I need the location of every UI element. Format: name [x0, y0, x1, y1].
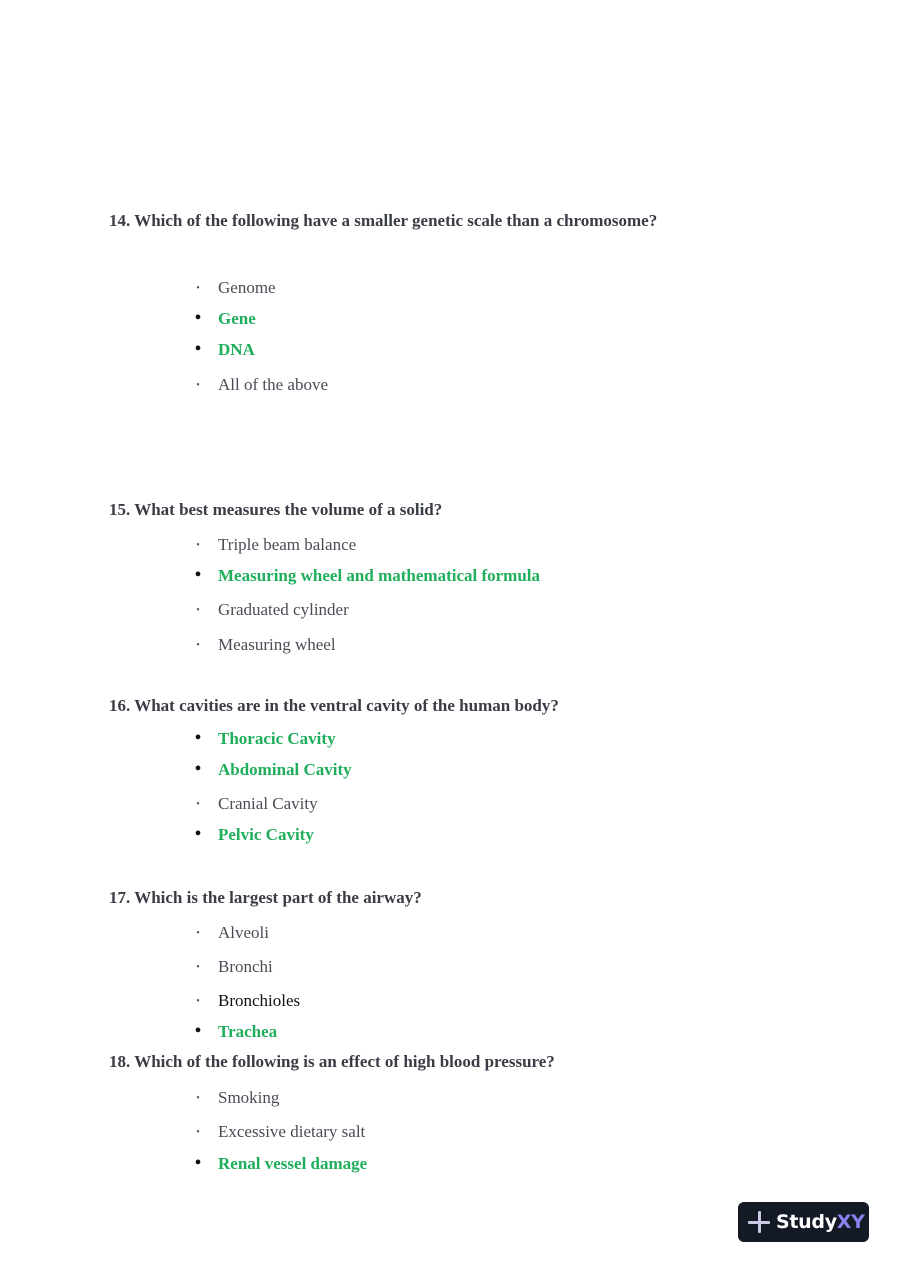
option-text: Bronchi — [218, 957, 273, 976]
option-text: Alveoli — [218, 923, 269, 942]
question-18 — [109, 1052, 555, 1072]
question-text: Which is the largest part of the airway? — [134, 888, 422, 907]
logo-word-study: Study — [776, 1211, 837, 1233]
bullet-icon: • — [196, 540, 200, 551]
option-text: DNA — [218, 340, 255, 359]
option-text: Pelvic Cavity — [218, 825, 314, 844]
bullet-icon: • — [196, 380, 200, 391]
question-text: What cavities are in the ventral cavity of the human body? — [134, 696, 559, 715]
bullet-icon: • — [196, 283, 200, 294]
option-text: Excessive dietary salt — [218, 1122, 366, 1141]
question-16 — [109, 696, 559, 716]
bullet-icon: • — [194, 1152, 202, 1174]
plus-icon — [748, 1211, 770, 1233]
bullet-icon: • — [194, 758, 202, 780]
question-text: Which of the following have a smaller genetic scale than a chromosome? — [134, 211, 658, 230]
option-text: Measuring wheel and mathematical formula — [218, 566, 541, 585]
studyxy-logo[interactable] — [738, 1202, 869, 1242]
bullet-icon: • — [194, 823, 202, 845]
question-number: 18. — [109, 1052, 131, 1071]
option-text: Abdominal Cavity — [218, 760, 352, 779]
option-text: Triple beam balance — [218, 535, 357, 554]
option-text: Trachea — [218, 1022, 278, 1041]
option-text: Gene — [218, 309, 256, 328]
bullet-icon: • — [196, 640, 200, 651]
bullet-icon: • — [196, 605, 200, 616]
option-text: Bronchioles — [218, 991, 301, 1010]
bullet-icon: • — [194, 307, 202, 329]
bullet-icon: • — [194, 1020, 202, 1042]
option-text: Genome — [218, 278, 276, 297]
question-number: 16. — [109, 696, 131, 715]
bullet-icon: • — [194, 338, 202, 360]
bullet-icon: • — [196, 1093, 200, 1104]
logo-word-xy: XY — [836, 1211, 865, 1233]
option-text: Measuring wheel — [218, 635, 336, 654]
bullet-icon: • — [196, 799, 200, 810]
bullet-icon: • — [194, 727, 202, 749]
question-number: 17. — [109, 888, 131, 907]
option-text: Thoracic Cavity — [218, 729, 336, 748]
bullet-icon: • — [196, 1127, 200, 1138]
option-text: Renal vessel damage — [218, 1154, 368, 1173]
option-text: Graduated cylinder — [218, 600, 349, 619]
bullet-icon: • — [196, 928, 200, 939]
bullet-icon: • — [196, 996, 200, 1007]
option-text: Smoking — [218, 1088, 280, 1107]
question-15 — [109, 500, 442, 520]
question-text: What best measures the volume of a solid? — [134, 500, 443, 519]
bullet-icon: • — [194, 564, 202, 586]
question-number: 14. — [109, 211, 131, 230]
option-text: All of the above — [218, 375, 328, 394]
bullet-icon: • — [196, 962, 200, 973]
option-text: Cranial Cavity — [218, 794, 318, 813]
question-14 — [109, 211, 657, 231]
question-17 — [109, 888, 422, 908]
question-number: 15. — [109, 500, 131, 519]
question-text: Which of the following is an effect of high blood pressure? — [134, 1052, 555, 1071]
